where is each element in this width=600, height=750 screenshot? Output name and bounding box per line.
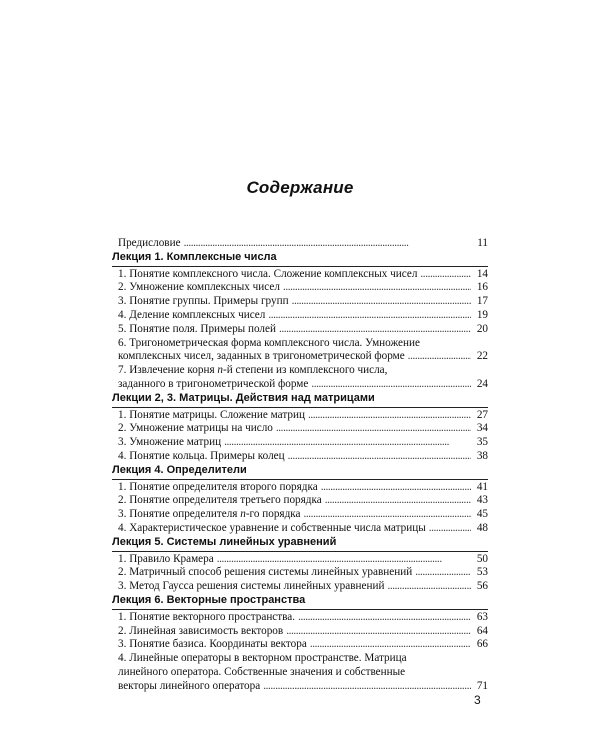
toc-page-number: 22 — [476, 350, 488, 363]
dot-leader — [415, 566, 471, 580]
toc-entry[interactable] — [112, 580, 488, 594]
toc-page-number: 64 — [476, 624, 488, 637]
toc-entry[interactable] — [112, 436, 488, 450]
toc-entry-label: 2. Матричный способ решения системы линейных уравнений — [118, 566, 413, 579]
toc-page-number: 14 — [476, 267, 488, 280]
toc-entry-label: 1. Понятие определителя второго порядка — [118, 480, 318, 493]
divider — [112, 407, 488, 408]
toc-entry[interactable] — [112, 323, 488, 337]
toc-entry-label: 3. Умножение матриц — [118, 436, 222, 449]
toc-entry[interactable] — [112, 481, 488, 495]
label-suffix: -го порядка — [245, 508, 301, 521]
toc-entry[interactable] — [112, 309, 488, 323]
lecture-heading[interactable]: Лекции 2, 3. Матрицы. Действия над матрицами — [112, 391, 375, 404]
label-prefix: 7. Извлечение корня — [118, 364, 218, 377]
toc-page-number: 63 — [476, 610, 488, 623]
toc-page-number: 11 — [477, 237, 488, 249]
divider — [112, 551, 488, 552]
toc-page-number: 38 — [476, 449, 488, 462]
toc-page-number: 20 — [476, 322, 488, 335]
toc-page-number: 24 — [476, 377, 488, 390]
dot-leader — [279, 323, 471, 337]
dot-leader — [311, 378, 471, 392]
divider — [112, 479, 488, 480]
toc-entry-label-line2: комплексных чисел, заданных в тригонометрической форме — [118, 350, 405, 363]
dot-leader — [283, 281, 471, 295]
page-title: Содержание — [246, 178, 354, 197]
dot-leader — [420, 268, 471, 282]
toc-entry-multiline[interactable] — [112, 652, 488, 693]
dot-leader — [408, 350, 471, 364]
toc-entry[interactable] — [112, 611, 488, 625]
lecture-heading[interactable]: Лекция 6. Векторные пространства — [112, 593, 306, 606]
toc-entry-label-line1: 6. Тригонометрическая форма комплексного числа. Умножение — [118, 336, 420, 349]
dot-leader — [286, 625, 471, 639]
toc-page-number: 45 — [476, 508, 488, 521]
toc-entry[interactable] — [112, 409, 488, 423]
toc-entry-label: 4. Характеристическое уравнение и собственные числа матрицы — [118, 521, 426, 534]
toc-entry-label: 2. Понятие определителя третьего порядка — [118, 494, 322, 507]
toc-page-number: 43 — [476, 494, 488, 507]
toc-entry[interactable] — [112, 553, 488, 567]
toc-entry-label-line1: 4. Линейные операторы в векторном пространстве. Матрица — [118, 652, 407, 665]
toc-entry-label: 4. Понятие кольца. Примеры колец — [118, 449, 285, 462]
toc-page-number: 17 — [476, 295, 488, 308]
dot-leader — [224, 436, 471, 450]
toc-entry-label: 2. Линейная зависимость векторов — [118, 624, 284, 637]
toc-entry[interactable] — [112, 566, 488, 580]
table-of-contents — [112, 237, 488, 694]
toc-entry-label-line1 — [118, 364, 488, 378]
toc-page-number: 53 — [476, 566, 488, 579]
toc-entry[interactable] — [112, 281, 488, 295]
toc-entry[interactable] — [112, 508, 488, 522]
dot-leader — [387, 580, 471, 594]
toc-entry-label: 2. Умножение матрицы на число — [118, 422, 273, 435]
toc-page-number: 56 — [476, 580, 488, 593]
toc-entry-last-line — [118, 680, 488, 694]
dot-leader — [268, 309, 471, 323]
toc-page-number: 19 — [476, 308, 488, 321]
toc-entry[interactable] — [112, 295, 488, 309]
dot-leader — [325, 494, 471, 508]
dot-leader — [217, 553, 471, 567]
dot-leader — [288, 450, 471, 464]
toc-entry-label: 1. Понятие комплексного числа. Сложение комплексных чисел — [118, 267, 418, 280]
toc-entry[interactable] — [112, 494, 488, 508]
lecture-heading[interactable]: Лекция 4. Определители — [112, 463, 247, 476]
toc-entry-label: 5. Понятие поля. Примеры полей — [118, 322, 276, 335]
toc-entry-label: 4. Деление комплексных чисел — [118, 308, 266, 321]
toc-entry-preface[interactable] — [112, 237, 488, 251]
dot-leader — [429, 522, 471, 536]
lecture-heading[interactable]: Лекция 1. Комплексные числа — [112, 250, 277, 263]
dot-leader — [298, 611, 471, 625]
toc-entry-label-line2: заданного в тригонометрической форме — [118, 377, 309, 390]
toc-page-number: 71 — [476, 679, 488, 692]
dot-leader — [304, 508, 472, 522]
dot-leader — [276, 422, 471, 436]
toc-entry-label: 3. Понятие группы. Примеры групп — [118, 295, 289, 308]
toc-entry[interactable] — [112, 522, 488, 536]
dot-leader — [292, 295, 471, 309]
toc-entry-label: 2. Умножение комплексных чисел — [118, 281, 280, 294]
toc-page-number: 27 — [476, 408, 488, 421]
math-variable-n: n — [217, 364, 223, 377]
toc-entry-label: 1. Правило Крамера — [118, 552, 214, 565]
toc-entry-label: 3. Понятие базиса. Координаты вектора — [118, 638, 307, 651]
lecture-heading[interactable]: Лекция 5. Системы линейных уравнений — [112, 535, 337, 548]
toc-entry-multiline[interactable] — [112, 364, 488, 392]
toc-entry[interactable] — [112, 625, 488, 639]
dot-leader — [321, 481, 471, 495]
toc-entry-label: 1. Понятие векторного пространства. — [118, 610, 296, 623]
toc-page-number: 50 — [476, 552, 488, 565]
toc-page-number: 16 — [476, 281, 488, 294]
label-prefix: 3. Понятие определителя — [118, 508, 241, 521]
toc-entry-label: 1. Понятие матрицы. Сложение матриц — [118, 408, 305, 421]
toc-entry-label-line2: линейного оператора. Собственные значения и собственные — [118, 665, 406, 678]
toc-page-number: 35 — [476, 436, 488, 449]
toc-entry[interactable] — [112, 422, 488, 436]
dot-leader — [308, 409, 471, 423]
toc-page-number: 48 — [476, 521, 488, 534]
toc-entry-label: 3. Метод Гаусса решения системы линейных уравнений — [118, 580, 385, 593]
toc-entry[interactable] — [112, 450, 488, 464]
toc-page-number: 34 — [476, 422, 488, 435]
toc-page-number: 66 — [476, 638, 488, 651]
toc-entry-last-line — [118, 350, 488, 364]
toc-entry[interactable] — [112, 638, 488, 652]
toc-entry-label: Предисловие — [118, 237, 181, 249]
page-number: 3 — [474, 693, 481, 707]
math-variable-n: n — [240, 508, 246, 521]
toc-entry-label-line3: векторы линейного оператора — [118, 679, 261, 692]
toc-entry-multiline[interactable] — [112, 337, 488, 365]
divider — [112, 266, 488, 267]
toc-entry-last-line — [118, 378, 488, 392]
toc-entry[interactable] — [112, 268, 488, 282]
toc-entry-label — [118, 508, 301, 522]
dot-leader — [310, 638, 471, 652]
divider — [112, 609, 488, 610]
dot-leader — [263, 680, 471, 694]
label-suffix: -й степени из комплексного числа, — [223, 364, 388, 377]
toc-page-number: 41 — [476, 480, 488, 493]
dot-leader — [184, 237, 471, 251]
